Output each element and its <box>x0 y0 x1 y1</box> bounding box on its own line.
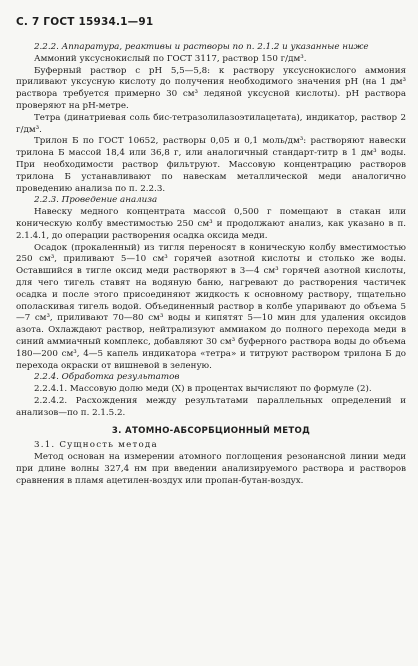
paragraph-sample: Навеску медного концентрата массой 0,500 г помещают в стакан или коническую колбу вместимостью 250 см³ и продолжают анализ, как указано в п. 2.1.4.1, до операции растворения осадка оксида меди. <box>16 207 406 241</box>
paragraph-ammonium-acetate: Аммоний уксуснокислый по ГОСТ 3117, раствор 150 г/дм³. <box>34 53 307 64</box>
paragraph-tetra-indicator: Тетра (динатриевая соль бис-тетразолилазоэтилацетата), индикатор, раствор 2 г/дм³. <box>16 112 406 135</box>
paragraph-2-2-4-1: 2.2.4.1. Массовую долю меди (X) в процентах вычисляют по формуле (2). <box>34 384 372 395</box>
subsection-3-1: 3.1. Сущность метода <box>34 440 158 451</box>
subsection-2-2-2: 2.2.2. Аппаратура, реактивы и растворы по п. 2.1.2 и указанные ниже <box>34 42 369 52</box>
subsection-2-2-4: 2.2.4. Обработка результатов <box>34 372 180 383</box>
page-header: С. 7 ГОСТ 15934.1—91 <box>16 16 154 28</box>
paragraph-2-2-4-2: 2.2.4.2. Расхождения между результатами параллельных определений и анализов—по п. 2.1.5.2. <box>16 395 406 418</box>
paragraph-trilon-b: Трилон Б по ГОСТ 10652, растворы 0,05 и 0,1 моль/дм³: растворяют навески трилона Б массой 18,4 или 36,8 г, или аналогичный стандарт-титр в 1 дм³ воды. При необходимости раствор фильтруют. Массовую концентрацию растворов трилона Б устанавливают по навескам металлической меди аналогично проведению анализа по п. 2.2.3. <box>16 136 406 194</box>
document-body <box>16 42 406 487</box>
paragraph-method-basis: Метод основан на измерении атомного поглощения резонансной линии меди при длине волны 327,4 нм при введении анализируемого раствора и растворов сравнения в пламя ацетилен-воздух или пропан-бутан-воздух. <box>16 452 406 486</box>
subsection-2-2-3: 2.2.3. Проведение анализа <box>34 195 158 206</box>
section-heading-3: 3. АТОМНО-АБСОРБЦИОННЫЙ МЕТОД <box>111 425 311 436</box>
paragraph-buffer-solution: Буферный раствор с рН 5,5—5,8: к раствору уксуснокислого аммония приливают уксусную кислоту до получения необходимого значения рН (на 1 дм³ раствора требуется примерно 30 см³ ледяной уксусной кислоты). рН раствора проверяют на рН-метре. <box>16 65 406 111</box>
paragraph-precipitate: Осадок (прокаленный) из тигля переносят в коническую колбу вместимостью 250 см³, приливают 5—10 см³ горячей азотной кислоты и столько же воды. Оставшийся в тигле оксид меди растворяют в 3—4 см³ горячей азотной кислоты, для чего тигель ставят на водяную баню, нагревают до растворения частичек осадка и после этого присоединяют жидкость к основному раствору, тщательно ополаскивая тигель водой. Объединенный раствор в колбе упаривают до объема 5—7 см³, приливают 70—80 см³ воды и кипятят 5—10 мин для удаления оксидов азота. Охлаждают раствор, нейтрализуют аммиаком до полного перехода меди в синий аммиачный комплекс, добавляют 30 см³ буферного раствора воды до объема 180—200 см³, 4—5 капель индикатора «тетра» и титруют раствором трилона Б до перехода окраски от вишневой в зеленую. <box>16 242 406 371</box>
